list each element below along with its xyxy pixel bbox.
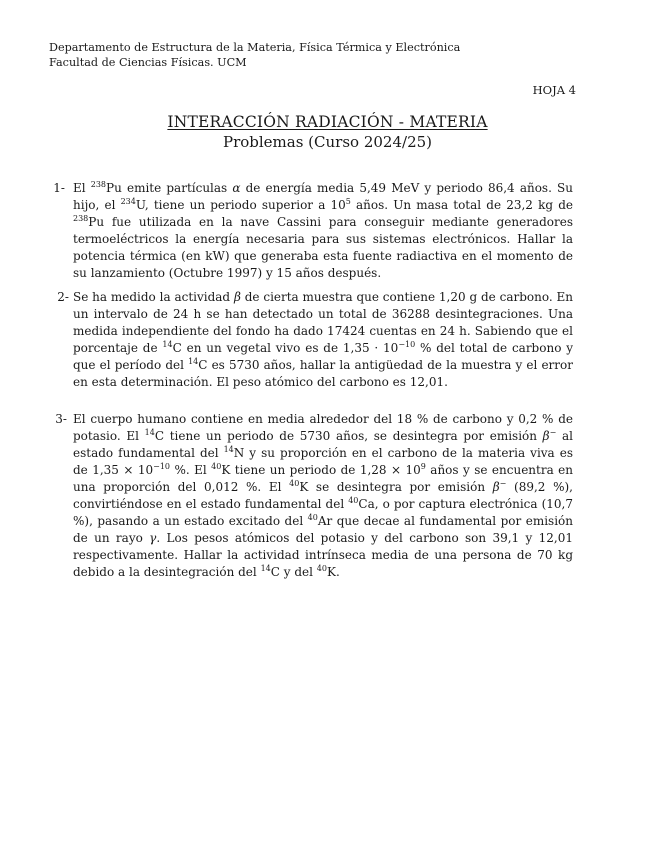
mass-number: 40 [289,479,300,488]
mass-number: 14 [188,357,199,366]
problem-text: K se desintegra por emisión [299,480,493,494]
mass-number: 40 [211,462,222,471]
problem-text: Pu fue utilizada en la nave Cassini para conseguir mediante generadores termoeléctricos la energía necesaria para sus sistemas electrónicos. Hallar la potencia térmica (en kW) que generaba esta fuente radiactiva en el momento de su lanzamiento (Octubre 1997) y 15 años después. [73,215,573,280]
mass-number: 40 [348,496,359,505]
charge-sign: − [549,428,557,437]
mass-number: 238 [73,214,89,223]
problem-text: Se ha medido la actividad [73,290,234,304]
problem-number: 3- [55,412,67,426]
beta-symbol: β [542,429,550,443]
problem-text: % del total de carbono y que el período del [73,341,574,372]
beta-symbol: β [492,480,500,494]
problem-text: . Los pesos atómicos del potasio y del carbono son 39,1 y 12,01 respectivamente. Hallar la actividad intrínseca media de una persona de 70 kg debido a la desintegración del [73,531,574,579]
problem-text: El [73,181,91,195]
problem-text: Ar que decae al fundamental por emisión de un rayo [73,514,573,545]
exponent: 9 [420,462,426,471]
title-block [0,113,655,151]
document-header [49,40,460,70]
mass-number: 14 [144,428,155,437]
beta-symbol: β [233,290,241,304]
problem-text: K tiene un periodo de 1,28 × 10 [221,463,421,477]
faculty-name: Facultad de Ciencias Físicas. UCM [49,56,247,69]
problem-number: 2- [57,290,69,304]
problem-text: %. El [170,463,212,477]
problem-text: C en un vegetal vivo es de 1,35 · 10 [172,341,399,355]
problem-text: C y del [270,565,317,579]
mass-number: 14 [223,445,234,454]
problem-text: Pu emite partículas [106,181,233,195]
mass-number: 234 [120,197,136,206]
mass-number: 14 [260,564,271,573]
problem-text: de energía media 5,49 MeV y periodo 86,4 años. Su hijo, el [73,181,573,212]
exponent: 5 [345,197,351,206]
mass-number: 238 [90,180,107,189]
problem-text: al estado fundamental del [73,429,573,460]
exponent: −10 [153,462,171,471]
mass-number: 14 [162,340,173,349]
problem-number: 1- [53,181,65,195]
problem-1 [53,180,573,282]
problem-text: N y su proporción en el carbono de la materia viva es de 1,35 × 10 [73,446,573,477]
problem-3 [55,411,574,581]
document-title: INTERACCIÓN RADIACIÓN - MATERIA [167,113,488,131]
problem-text: de cierta muestra que contiene 1,20 g de carbono. En un intervalo de 24 h se han detectado un total de 36288 desintegraciones. Una medida independiente del fondo ha dado 17424 cuentas en 24 h. Sabiendo que el porcentaje de [73,290,573,355]
department-name: Departamento de Estructura de la Materia, Física Térmica y Electrónica [49,41,461,54]
alpha-symbol: α [232,181,241,195]
problem-text: Ca, o por captura electrónica (10,7 %), pasando a un estado excitado del [73,497,573,528]
charge-sign: − [499,479,507,488]
problem-text: años. Un masa total de 23,2 kg de [350,198,573,212]
sheet-label: HOJA 4 [532,83,576,97]
problem-text: K. [326,565,340,579]
gamma-symbol: γ [149,531,157,545]
exponent: −10 [398,340,416,349]
problem-text: (89,2 %), convirtiéndose en el estado fundamental del [73,480,573,511]
problem-text: años y se encuentra en una proporción del 0,012 %. El [73,463,574,494]
problem-2 [57,289,574,391]
mass-number: 40 [316,564,327,573]
document-subtitle: Problemas (Curso 2024/25) [222,133,433,151]
problem-text: C tiene un periodo de 5730 años, se desintegra por emisión [154,429,543,443]
problem-text: U, tiene un periodo superior a 10 [135,198,346,212]
mass-number: 40 [307,513,318,522]
problem-text: C es 5730 años, hallar la antigüedad de la muestra y el error en esta determinación. El peso atómico del carbono es 12,01. [73,358,573,389]
problem-text: El cuerpo humano contiene en media alrededor del 18 % de carbono y 0,2 % de potasio. El [73,412,573,443]
